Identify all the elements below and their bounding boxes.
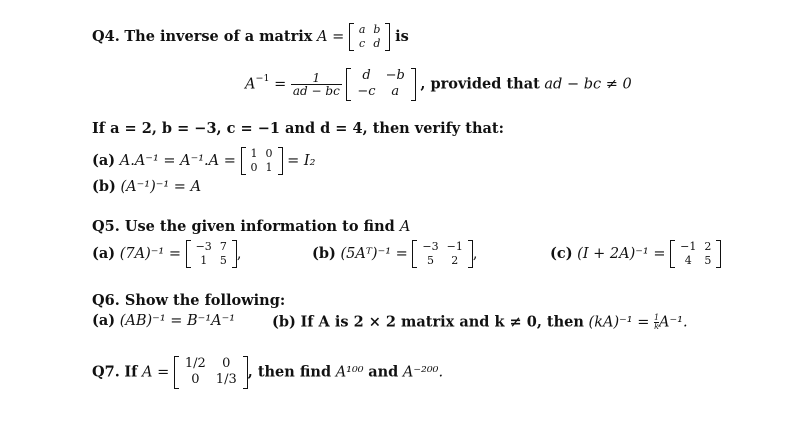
- fraction-numerator: 1: [291, 72, 342, 85]
- matrix-cell: 5: [219, 254, 227, 268]
- matrix-cell: −b: [385, 68, 405, 83]
- matrix-cell: 7: [219, 240, 227, 253]
- q6-b-label: (b): [272, 313, 296, 331]
- part-b-expr: (A⁻¹)⁻¹ = A: [120, 179, 202, 195]
- q6-b-lhs: (kA)⁻¹ =: [588, 314, 650, 331]
- q7-tail: , then find: [247, 363, 332, 381]
- identity-matrix: [241, 147, 283, 175]
- q6-b-text: If A is 2 × 2 matrix and k ≠ 0, then: [300, 313, 584, 331]
- matrix-cell: a: [358, 23, 366, 36]
- q7-power2: A⁻²⁰⁰.: [402, 364, 444, 381]
- q6-label: Q6.: [92, 292, 120, 309]
- matrix-cell: 0: [265, 147, 273, 160]
- q5-c-label: (c): [550, 245, 573, 263]
- inverse-formula: $A^{-1}$ = $\frac{1}{ad - bc}$ d −b −c a , provided that ad − bc ≠ 0: [245, 68, 632, 100]
- q7-intro: If: [124, 363, 138, 381]
- provided-text: , provided that: [420, 75, 540, 93]
- part-a-expr: A.A⁻¹ = A⁻¹.A =: [119, 153, 236, 170]
- inverse-fraction: [291, 72, 342, 97]
- matrix-cell: 2: [451, 254, 459, 268]
- q4-part-b: [92, 180, 201, 195]
- q5-c-matrix: [670, 240, 721, 268]
- matrix-cell: −c: [357, 84, 376, 100]
- matrix-cell: 4: [684, 254, 692, 268]
- q5-label: Q5.: [92, 218, 120, 235]
- verify-text: then verify that:: [372, 120, 504, 137]
- condition: ad − bc ≠ 0: [544, 76, 632, 93]
- matrix-cell: c: [359, 37, 366, 51]
- q4-intro: The inverse of a matrix: [124, 28, 313, 46]
- given-values: a = 2, b = −3, c = −1 and d = 4,: [110, 120, 368, 137]
- matrix-cell: b: [373, 23, 381, 36]
- q7-matrix: [174, 356, 248, 389]
- fraction-denominator: k: [654, 322, 659, 331]
- inverse-sup: −1: [255, 73, 270, 85]
- q6-b-rhs: A⁻¹.: [659, 314, 688, 331]
- q5-b-matrix: [412, 240, 472, 268]
- matrix-cell: −1: [680, 240, 697, 253]
- inverse-lhs: A: [245, 76, 256, 93]
- matrix-cell: 2: [704, 240, 712, 253]
- matrix-cell: a: [391, 84, 400, 100]
- matrix-cell: 1: [250, 147, 258, 160]
- q7-power1: A¹⁰⁰: [335, 364, 364, 381]
- q4-part-a: [92, 147, 315, 175]
- q5-a-expr: (7A)⁻¹ =: [119, 246, 181, 263]
- matrix-cell: 1: [200, 254, 208, 268]
- matrix-cell: −3: [195, 240, 212, 253]
- q7-label: Q7.: [92, 363, 120, 381]
- matrix-cell: 0: [250, 161, 258, 175]
- q5-b-label: (b): [312, 245, 336, 263]
- q4-lhs: A =: [317, 29, 345, 46]
- matrix-cell: 1/3: [215, 372, 237, 388]
- q5-part-b: (b) (5Aᵀ)⁻¹ = −3 −1 5 2 ,: [312, 240, 478, 268]
- q5-b-expr: (5Aᵀ)⁻¹ =: [340, 246, 408, 263]
- q6-a-expr: (AB)⁻¹ = B⁻¹A⁻¹: [119, 313, 236, 329]
- fraction-denominator: ad − bc: [292, 83, 340, 98]
- q5-intro: Use the given information to find: [124, 218, 395, 235]
- q5-part-c: [550, 240, 721, 268]
- q6-intro: Show the following:: [124, 292, 286, 309]
- q7-line: [92, 356, 443, 389]
- q5-c-expr: (I + 2A)⁻¹ =: [577, 246, 666, 263]
- q5-a-label: (a): [92, 245, 116, 263]
- fraction-numerator: 1: [653, 313, 660, 322]
- q5-part-a: (a) (7A)⁻¹ = −3 7 1 5 ,: [92, 240, 242, 268]
- matrix-cell: 5: [427, 254, 435, 268]
- matrix-cell: 5: [704, 254, 712, 268]
- q6-part-b: [272, 314, 688, 331]
- matrix-cell: d: [362, 68, 371, 83]
- q6-part-a: [92, 314, 235, 329]
- q5-a-matrix: [186, 240, 237, 268]
- matrix-a-general: [349, 23, 391, 51]
- identity-rhs: = I₂: [287, 153, 316, 170]
- q6-a-label: (a): [92, 312, 116, 329]
- matrix-cell: 1: [265, 161, 273, 175]
- given-line: [92, 122, 504, 137]
- matrix-inverse-general: [346, 68, 415, 101]
- given-intro: If: [92, 120, 106, 137]
- q4-is: is: [395, 28, 409, 46]
- q7-lhs: A =: [142, 364, 170, 381]
- q5-var: A: [399, 219, 411, 235]
- matrix-cell: d: [373, 37, 381, 51]
- q4-heading: [92, 23, 409, 51]
- matrix-cell: 0: [191, 372, 200, 388]
- matrix-cell: −3: [422, 240, 439, 253]
- q4-label: Q4.: [92, 28, 120, 46]
- matrix-cell: 0: [222, 356, 231, 371]
- part-a-label: (a): [92, 152, 116, 170]
- q7-and: and: [368, 363, 399, 381]
- q6-heading: [92, 294, 285, 309]
- matrix-cell: 1/2: [184, 356, 206, 371]
- q5-heading: [92, 220, 410, 235]
- matrix-cell: −1: [446, 240, 463, 253]
- part-b-label: (b): [92, 178, 116, 195]
